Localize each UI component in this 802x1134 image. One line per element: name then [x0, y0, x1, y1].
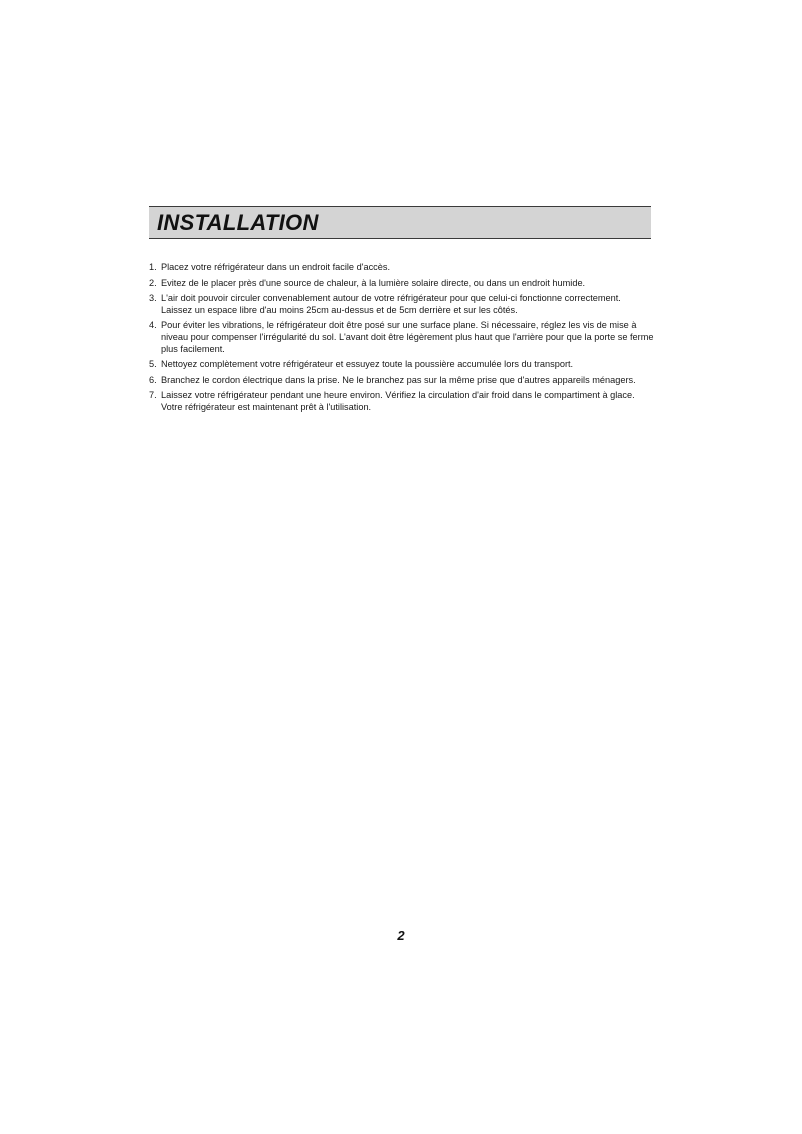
- list-item: [149, 278, 654, 290]
- page-number: 2: [397, 928, 405, 943]
- step-number: 3.: [149, 293, 157, 304]
- step-text: Laissez votre réfrigérateur pendant une heure environ. Vérifiez la circulation d'air froid dans le compartiment à glace. Votre réfrigérateur est maintenant prêt à l'utilisation.: [161, 390, 635, 412]
- step-text: Evitez de le placer près d'une source de chaleur, à la lumière solaire directe, ou dans un endroit humide.: [161, 277, 586, 288]
- section-title: INSTALLATION: [157, 210, 319, 235]
- list-item: [149, 320, 654, 355]
- step-text: Pour éviter les vibrations, le réfrigérateur doit être posé sur une surface plane. Si nécessaire, réglez les vis de mise à niveau pour compenser l'irrégularité du sol. L'avant doit être légèrement plus haut que l'arrière pour que la porte se ferme plus facilement.: [161, 320, 654, 354]
- list-item: [149, 359, 654, 371]
- list-item: [149, 375, 654, 387]
- step-text: Branchez le cordon électrique dans la prise. Ne le branchez pas sur la même prise que d'autres appareils ménagers.: [161, 374, 636, 385]
- step-number: 4.: [149, 320, 157, 331]
- step-number: 5.: [149, 359, 157, 370]
- step-number: 1.: [149, 262, 157, 272]
- step-number: 2.: [149, 277, 157, 288]
- step-text: L'air doit pouvoir circuler convenablement autour de votre réfrigérateur pour que celui-ci fonctionne correctement. Laissez un espace libre d'au moins 25cm au-dessus et de 5cm derrière et sur les côtés.: [161, 293, 621, 315]
- list-item: [149, 262, 654, 274]
- step-text: Placez votre réfrigérateur dans un endroit facile d'accès.: [161, 262, 391, 272]
- installation-steps-list: [149, 262, 654, 418]
- step-text: Nettoyez complètement votre réfrigérateur et essuyez toute la poussière accumulée lors du transport.: [161, 359, 574, 370]
- list-item: [149, 293, 654, 316]
- step-number: 7.: [149, 390, 157, 401]
- step-number: 6.: [149, 374, 157, 385]
- list-item: [149, 390, 654, 413]
- section-header-bar: [149, 206, 651, 239]
